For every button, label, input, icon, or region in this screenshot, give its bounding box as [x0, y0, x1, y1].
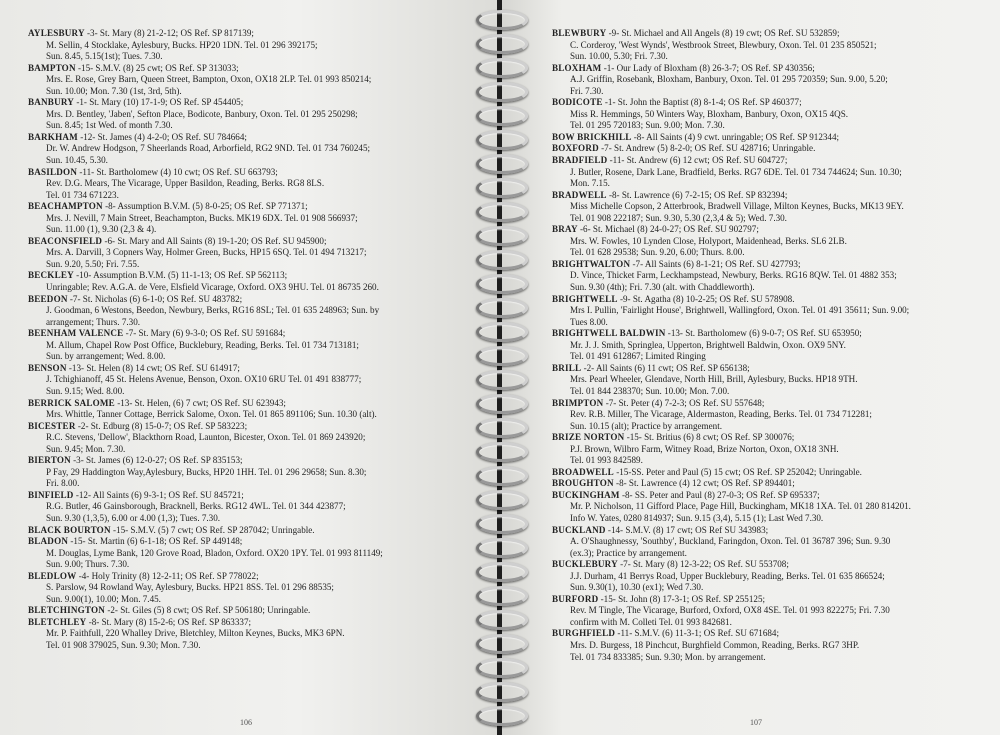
contact-line: Sun. 8.45; 1st Wed. of month 7.30.: [46, 120, 173, 131]
tower-details: -12- St. James (4) 4-2-0; OS Ref. SU 784664;: [80, 131, 247, 142]
tower-details: -7- St. Mary (6) 9-3-0; OS Ref. SU 591684;: [125, 328, 286, 339]
entry-heading: [28, 28, 478, 40]
contact-line: A.J. Griffin, Rosebank, Bloxham, Banbury, Oxon. Tel. 01 295 720359; Sun. 9.00, 5.20;: [570, 74, 888, 85]
tower-details: -3- St. James (6) 12-0-27; OS Ref. SP 835153;: [73, 455, 243, 466]
entry-heading: [552, 259, 992, 271]
tower-name: BROUGHTON: [552, 478, 614, 489]
entry-heading: [28, 236, 478, 248]
right-page: [502, 0, 1000, 735]
entry-heading: [28, 536, 478, 548]
tower-entry: [552, 190, 992, 225]
contact-line: Tel. 01 628 29538; Sun. 9.20, 6.00; Thurs. 8.00.: [570, 247, 745, 258]
tower-name: BODICOTE: [552, 97, 603, 108]
tower-details: -15- St. Martin (6) 6-1-18; OS Ref. SP 449148;: [70, 536, 243, 547]
tower-entry: [28, 421, 478, 456]
tower-entry: [552, 398, 992, 433]
tower-name: BERRICK SALOME: [28, 397, 115, 408]
tower-name: BASILDON: [28, 166, 78, 177]
tower-entry: [28, 63, 478, 98]
tower-name: BRADFIELD: [552, 155, 608, 166]
tower-entry: [28, 617, 478, 652]
contact-line: Fri. 7.30.: [570, 85, 604, 96]
entry-heading: [552, 490, 992, 502]
entry-heading: [28, 525, 478, 537]
tower-name: BAMPTON: [28, 62, 76, 73]
entry-heading: [552, 559, 992, 571]
entry-heading: [552, 132, 992, 144]
contact-line: R.C. Stevens, 'Dellow', Blackthorn Road, Launton, Bicester, Oxon. Tel. 01 869 243920;: [46, 432, 366, 443]
entry-heading: [552, 467, 992, 479]
tower-name: BLETCHINGTON: [28, 605, 106, 616]
entry-heading: [28, 490, 478, 502]
tower-details: -15- St. Britius (6) 8 cwt; OS Ref. SP 300076;: [626, 432, 795, 443]
tower-details: -1- Our Lady of Bloxham (8) 26-3-7; OS Ref. SP 430356;: [603, 62, 815, 73]
tower-details: -15- S.M.V. (8) 25 cwt; OS Ref. SP 313033;: [78, 62, 239, 73]
contact-line: Mrs. E. Rose, Grey Barn, Queen Street, Bampton, Oxon, OX18 2LP. Tel. 01 993 850214;: [46, 74, 372, 85]
tower-details: -2- St. Edburg (8) 15-0-7; OS Ref. SP 583223;: [77, 420, 248, 431]
tower-name: BRAY: [552, 224, 578, 235]
tower-details: -6- St. Michael (8) 24-0-27; OS Ref. SU 902797;: [580, 224, 759, 235]
contact-line: Tel. 01 734 833385; Sun. 9.30; Mon. by arrangement.: [570, 651, 766, 662]
contact-line: M. Allum, Chapel Row Post Office, Bucklebury, Reading, Berks. Tel. 01 734 713181;: [46, 339, 359, 350]
entry-heading: [28, 132, 478, 144]
entry-heading: [28, 97, 478, 109]
contact-line: Sun. 9.30 (4th); Fri. 7.30 (alt. with Chaddleworth).: [570, 282, 755, 293]
entry-heading: [28, 270, 478, 282]
tower-details: -11- St. Bartholomew (4) 10 cwt; OS Ref. SU 663793;: [79, 166, 278, 177]
contact-line: Tel. 01 295 720183; Sun. 9.00; Mon. 7.30.: [570, 120, 725, 131]
tower-name: BENSON: [28, 362, 67, 373]
tower-details: -2- All Saints (6) 11 cwt; OS Ref. SP 656138;: [583, 362, 750, 373]
entry-heading: [552, 190, 992, 202]
tower-entry: [28, 201, 478, 236]
tower-name: BEACHAMPTON: [28, 201, 103, 212]
entry-heading: [552, 478, 992, 490]
contact-line: S. Parslow, 94 Rowland Way, Aylesbury, Bucks. HP21 8SS. Tel. 01 296 88535;: [46, 582, 334, 593]
tower-details: -2- St. Giles (5) 8 cwt; OS Ref. SP 506180; Unringable.: [107, 605, 311, 616]
tower-name: BEENHAM VALENCE: [28, 328, 124, 339]
tower-name: BRIGHTWELL: [552, 293, 618, 304]
entry-heading: [552, 525, 992, 537]
contact-line: P.J. Brown, Wilbro Farm, Witney Road, Brize Norton, Oxon, OX18 3NH.: [570, 443, 839, 454]
right-page-number: 107: [750, 718, 762, 727]
entry-heading: [552, 143, 992, 155]
tower-entry: [552, 559, 992, 594]
tower-details: -14- S.M.V. (8) 17 cwt; OS Ref SU 343983;: [607, 524, 769, 535]
tower-entry: [28, 270, 478, 293]
contact-line: Sun. 11.00 (1), 9.30 (2,3 & 4).: [46, 224, 157, 235]
entry-heading: [28, 294, 478, 306]
tower-entry: [552, 478, 992, 490]
contact-line: Tel. 01 993 842589.: [570, 455, 643, 466]
tower-name: BLEDLOW: [28, 570, 77, 581]
tower-entry: [28, 490, 478, 525]
tower-name: BRADWELL: [552, 189, 607, 200]
tower-name: BRIMPTON: [552, 397, 604, 408]
tower-name: BUCKLAND: [552, 524, 606, 535]
contact-line: Mrs. A. Darvill, 3 Copners Way, Holmer Green, Bucks, HP15 6SQ. Tel. 01 494 713217;: [46, 247, 367, 258]
tower-details: -1- St. John the Baptist (8) 8-1-4; OS Ref. SP 460377;: [604, 97, 802, 108]
tower-details: -13- St. Bartholomew (6) 9-0-7; OS Ref. SU 653950;: [667, 328, 862, 339]
contact-line: arrangement; Thurs. 7.30.: [46, 316, 141, 327]
entry-heading: [552, 628, 992, 640]
tower-entry: [552, 63, 992, 98]
tower-details: -13- St. Helen, (6) 7 cwt; OS Ref. SU 623943;: [117, 397, 286, 408]
tower-entry: [28, 363, 478, 398]
contact-line: J.J. Durham, 41 Berrys Road, Upper Bucklebury, Reading, Berks. Tel. 01 635 866524;: [570, 570, 885, 581]
tower-entry: [28, 536, 478, 571]
tower-entry: [28, 236, 478, 271]
tower-name: BLACK BOURTON: [28, 524, 111, 535]
tower-entry: [28, 525, 478, 537]
entry-heading: [28, 605, 478, 617]
tower-name: BUCKLEBURY: [552, 559, 618, 570]
contact-line: Tues 8.00.: [570, 316, 608, 327]
contact-line: Sun. 9.00; Thurs. 7.30.: [46, 559, 130, 570]
entry-heading: [28, 398, 478, 410]
entry-heading: [552, 294, 992, 306]
tower-details: -15-SS. Peter and Paul (5) 15 cwt; OS Ref. SP 252042; Unringable.: [616, 466, 862, 477]
tower-details: -7- St. Nicholas (6) 6-1-0; OS Ref. SU 483782;: [69, 293, 243, 304]
contact-line: Fri. 8.00.: [46, 478, 80, 489]
tower-name: BIERTON: [28, 455, 71, 466]
contact-line: Tel. 01 491 612867; Limited Ringing: [570, 351, 706, 362]
entry-heading: [28, 167, 478, 179]
tower-details: -6- St. Mary and All Saints (8) 19-1-20; OS Ref. SU 945900;: [104, 235, 327, 246]
tower-name: BOW BRICKHILL: [552, 131, 632, 142]
entry-heading: [552, 28, 992, 40]
left-page-number: 106: [240, 718, 252, 727]
contact-line: Tel. 01 908 222187; Sun. 9.30, 5.30 (2,3,4 & 5); Wed. 7.30.: [570, 212, 787, 223]
tower-entry: [28, 28, 478, 63]
tower-entry: [552, 28, 992, 63]
entry-heading: [28, 328, 478, 340]
tower-entry: [552, 224, 992, 259]
contact-line: Sun. 10.00, 5.30; Fri. 7.30.: [570, 51, 668, 62]
contact-line: Mrs. Pearl Wheeler, Glendave, North Hill, Brill, Aylesbury, Bucks. HP18 9TH.: [570, 374, 858, 385]
tower-entry: [552, 155, 992, 190]
tower-entry: [552, 594, 992, 629]
tower-entry: [552, 525, 992, 560]
tower-name: BICESTER: [28, 420, 76, 431]
contact-line: Mr. P. Nicholson, 11 Gifford Place, Page Hill, Buckingham, MK18 1XA. Tel. 01 280 814201.: [570, 501, 911, 512]
contact-line: D. Vince, Thicket Farm, Leckhampstead, Newbury, Berks. RG16 8QW. Tel. 01 4882 353;: [570, 270, 897, 281]
entry-heading: [552, 363, 992, 375]
contact-line: J. Butler, Rosene, Dark Lane, Bradfield, Berks. RG7 6DE. Tel. 01 734 744624; Sun. 10.30;: [570, 166, 902, 177]
contact-line: Mon. 7.15.: [570, 178, 610, 189]
tower-entry: [552, 467, 992, 479]
contact-line: R.G. Butler, 46 Gainsborough, Bracknell, Berks. RG12 4WL. Tel. 01 344 423877;: [46, 501, 346, 512]
contact-line: Mrs. W. Fowles, 10 Lynden Close, Holyport, Maidenhead, Berks. SL6 2LB.: [570, 235, 847, 246]
tower-entry: [552, 432, 992, 467]
entry-heading: [552, 224, 992, 236]
contact-line: Sun. 9.15; Wed. 8.00.: [46, 385, 125, 396]
contact-line: Rev. D.G. Mears, The Vicarage, Upper Basildon, Reading, Berks. RG8 8LS.: [46, 178, 325, 189]
contact-line: Sun. 9.20, 5.50; Fri. 7.55.: [46, 258, 140, 269]
entry-heading: [552, 432, 992, 444]
tower-details: -15- S.M.V. (5) 7 cwt; OS Ref. SP 287042; Unringable.: [113, 524, 315, 535]
tower-entry: [28, 455, 478, 490]
contact-line: Miss R. Hemmings, 50 Winters Way, Bloxham, Banbury, Oxon, OX15 4QS.: [570, 108, 849, 119]
contact-line: Unringable; Rev. A.G.A. de Vere, Elsfield Vicarage, Oxford. OX3 9HU. Tel. 01 86735 260.: [46, 282, 379, 293]
entry-heading: [28, 455, 478, 467]
tower-details: -8- All Saints (4) 9 cwt. unringable; OS Ref. SP 912344;: [633, 131, 840, 142]
contact-line: Sun. 9.30(1), 10.30 (ex1); Wed 7.30.: [570, 582, 704, 593]
contact-line: Sun. 10.00; Mon. 7.30 (1st, 3rd, 5th).: [46, 85, 182, 96]
tower-details: -8- St. Lawrence (4) 12 cwt; OS Ref. SP 894401;: [616, 478, 795, 489]
contact-line: Mrs. J. Nevill, 7 Main Street, Beachampton, Bucks. MK19 6DX. Tel. 01 908 566937;: [46, 212, 358, 223]
contact-line: confirm with M. Colleti Tel. 01 993 842681.: [570, 616, 732, 627]
tower-details: -8- St. Lawrence (6) 7-2-15; OS Ref. SP 832394;: [608, 189, 788, 200]
tower-name: BRILL: [552, 362, 582, 373]
contact-line: Miss Michelle Copson, 2 Atterbrook, Bradwell Village, Milton Keynes, Bucks, MK13 9EY.: [570, 201, 904, 212]
contact-line: Tel. 01 734 671223.: [46, 189, 119, 200]
left-page: [0, 0, 498, 735]
contact-line: C. Corderoy, 'West Wynds', Westbrook Street, Blewbury, Oxon. Tel. 01 235 850521;: [570, 39, 877, 50]
contact-line: J. Goodman, 6 Westons, Beedon, Newbury, Berks, RG16 8SL; Tel. 01 635 248963; Sun. by: [46, 305, 380, 316]
tower-name: BLEWBURY: [552, 28, 607, 38]
tower-details: -8- St. Mary (8) 15-2-6; OS Ref. SP 863337;: [88, 616, 252, 627]
tower-name: BRIGHTWALTON: [552, 258, 631, 269]
entry-heading: [28, 617, 478, 629]
tower-entry: [552, 363, 992, 398]
tower-details: -10- Assumption B.V.M. (5) 11-1-13; OS Ref. SP 562113;: [76, 270, 288, 281]
tower-entry: [552, 628, 992, 663]
contact-line: Sun. 9.45; Mon. 7.30.: [46, 443, 126, 454]
tower-name: BURGHFIELD: [552, 628, 616, 639]
tower-entry: [552, 294, 992, 329]
entry-heading: [28, 63, 478, 75]
contact-line: Sun. by arrangement; Wed. 8.00.: [46, 351, 166, 362]
tower-name: BUCKINGHAM: [552, 489, 620, 500]
entry-heading: [28, 201, 478, 213]
contact-line: Sun. 10.15 (alt); Practice by arrangement.: [570, 420, 723, 431]
tower-details: -12- All Saints (6) 9-3-1; OS Ref. SU 845721;: [75, 489, 244, 500]
tower-name: BEACONSFIELD: [28, 235, 103, 246]
contact-line: M. Sellin, 4 Stocklake, Aylesbury, Bucks. HP20 1DN. Tel. 01 296 392175;: [46, 39, 318, 50]
entry-heading: [28, 421, 478, 433]
tower-entry: [28, 167, 478, 202]
tower-name: BLADON: [28, 536, 69, 547]
tower-name: BARKHAM: [28, 131, 78, 142]
tower-details: -9- St. Agatha (8) 10-2-25; OS Ref. SU 578908.: [619, 293, 795, 304]
tower-name: BINFIELD: [28, 489, 74, 500]
entry-heading: [552, 594, 992, 606]
tower-name: BROADWELL: [552, 466, 614, 477]
tower-entry: [552, 490, 992, 525]
tower-details: -7- All Saints (6) 8-1-21; OS Ref. SU 427793;: [632, 258, 801, 269]
tower-entry: [28, 294, 478, 329]
contact-line: Mrs. Whittle, Tanner Cottage, Berrick Salome, Oxon. Tel. 01 865 891106; Sun. 10.30 (alt).: [46, 409, 377, 420]
tower-details: -7- St. Mary (8) 12-3-22; OS Ref. SU 553708;: [620, 559, 789, 570]
contact-line: Sun. 10.45, 5.30.: [46, 155, 108, 166]
entry-heading: [28, 571, 478, 583]
tower-details: -4- Holy Trinity (8) 12-2-11; OS Ref. SP 778022;: [78, 570, 259, 581]
tower-name: BECKLEY: [28, 270, 74, 281]
contact-line: Mr. J. J. Smith, Springlea, Upperton, Brightwell Baldwin, Oxon. OX9 5NY.: [570, 339, 846, 350]
tower-name: BEEDON: [28, 293, 68, 304]
contact-line: M. Douglas, Lyme Bank, 120 Grove Road, Bladon, Oxford. OX20 1PY. Tel. 01 993 811149;: [46, 547, 383, 558]
tower-name: BRIZE NORTON: [552, 432, 625, 443]
contact-line: Sun. 9.00(1), 10.00; Mon. 7.45.: [46, 593, 161, 604]
contact-line: Mrs. D. Bentley, 'Jaben', Sefton Place, Bodicote, Banbury, Oxon. Tel. 01 295 250298;: [46, 108, 358, 119]
contact-line: Mrs. D. Burgess, 18 Pinchcut, Burghfield Common, Reading, Berks. RG7 3HP.: [570, 639, 860, 650]
tower-entry: [28, 605, 478, 617]
tower-name: BLOXHAM: [552, 62, 602, 73]
contact-line: Sun. 8.45, 5.15(1st); Tues. 7.30.: [46, 51, 163, 62]
tower-entry: [28, 132, 478, 167]
entry-heading: [552, 63, 992, 75]
contact-line: Rev. R.B. Miller, The Vicarage, Aldermaston, Reading, Berks. Tel. 01 734 712281;: [570, 409, 872, 420]
tower-entry: [28, 328, 478, 363]
tower-name: AYLESBURY: [28, 28, 85, 38]
contact-line: Dr. W. Andrew Hodgson, 7 Sheerlands Road, Arborfield, RG2 9ND. Tel. 01 734 760245;: [46, 143, 371, 154]
contact-line: P Fay, 29 Haddington Way,Aylesbury, Bucks, HP20 1HH. Tel. 01 296 29658; Sun. 8.30;: [46, 466, 367, 477]
contact-line: J. Tchighianoff, 45 St. Helens Avenue, Benson, Oxon. OX10 6RU Tel. 01 491 838777;: [46, 374, 362, 385]
contact-line: Info W. Yates, 0280 814937; Sun. 9.15 (3,4), 5.15 (1); Last Wed 7.30.: [570, 512, 824, 523]
tower-name: BLETCHLEY: [28, 616, 87, 627]
tower-entry: [552, 328, 992, 363]
contact-line: Sun. 9.30 (1,3,5), 6.00 or 4.00 (1,3); Tues. 7.30.: [46, 512, 221, 523]
tower-name: BURFORD: [552, 593, 599, 604]
tower-details: -7- St. Andrew (5) 8-2-0; OS Ref. SU 428716; Unringable.: [601, 143, 816, 154]
tower-details: -1- St. Mary (10) 17-1-9; OS Ref. SP 454405;: [76, 97, 244, 108]
tower-details: -3- St. Mary (8) 21-2-12; OS Ref. SP 817139;: [87, 28, 254, 38]
tower-details: -13- St. Helen (8) 14 cwt; OS Ref. SU 614917;: [68, 362, 240, 373]
right-page-entries: [552, 28, 992, 715]
tower-entry: [552, 97, 992, 132]
tower-name: BOXFORD: [552, 143, 599, 154]
tower-entry: [552, 143, 992, 155]
contact-line: A. O'Shaughnessy, 'Southby', Buckland, Faringdon, Oxon. Tel. 01 36787 396; Sun. 9.30: [570, 536, 891, 547]
contact-line: (ex.3); Practice by arrangement.: [570, 547, 687, 558]
contact-line: Rev. M Tingle, The Vicarage, Burford, Oxford, OX8 4SE. Tel. 01 993 822275; Fri. 7.30: [570, 605, 890, 616]
tower-name: BANBURY: [28, 97, 75, 108]
tower-entry: [28, 398, 478, 421]
tower-details: -11- St. Andrew (6) 12 cwt; OS Ref. SU 604727;: [609, 155, 788, 166]
entry-heading: [552, 97, 992, 109]
entry-heading: [552, 398, 992, 410]
entry-heading: [552, 328, 992, 340]
tower-details: -7- St. Peter (4) 7-2-3; OS Ref. SU 557648;: [605, 397, 765, 408]
tower-entry: [28, 571, 478, 606]
entry-heading: [552, 155, 992, 167]
tower-details: -9- St. Michael and All Angels (8) 19 cwt; OS Ref. SU 532859;: [608, 28, 840, 38]
tower-details: -8- Assumption B.V.M. (5) 8-0-25; OS Ref. SP 771371;: [105, 201, 308, 212]
contact-line: Mr. P. Faithfull, 220 Whalley Drive, Bletchley, Milton Keynes, Bucks, MK3 6PN.: [46, 628, 345, 639]
contact-line: Tel. 01 844 238370; Sun. 10.00; Mon. 7.00.: [570, 385, 730, 396]
tower-entry: [552, 259, 992, 294]
tower-details: -15- St. John (8) 17-3-1; OS Ref. SP 255125;: [600, 593, 766, 604]
tower-details: -11- S.M.V. (6) 11-3-1; OS Ref. SU 671684;: [617, 628, 780, 639]
entry-heading: [28, 363, 478, 375]
tower-entry: [28, 97, 478, 132]
contact-line: Tel. 01 908 379025, Sun. 9.30; Mon. 7.30.: [46, 639, 201, 650]
tower-details: -8- SS. Peter and Paul (8) 27-0-3; OS Ref. SP 695337;: [621, 489, 820, 500]
contact-line: Mrs I. Pullin, 'Fairlight House', Brightwell, Wallingford, Oxon. Tel. 01 491 35611; Sun. 9.00;: [570, 305, 910, 316]
tower-entry: [552, 132, 992, 144]
left-page-entries: [28, 28, 478, 715]
tower-name: BRIGHTWELL BALDWIN: [552, 328, 666, 339]
